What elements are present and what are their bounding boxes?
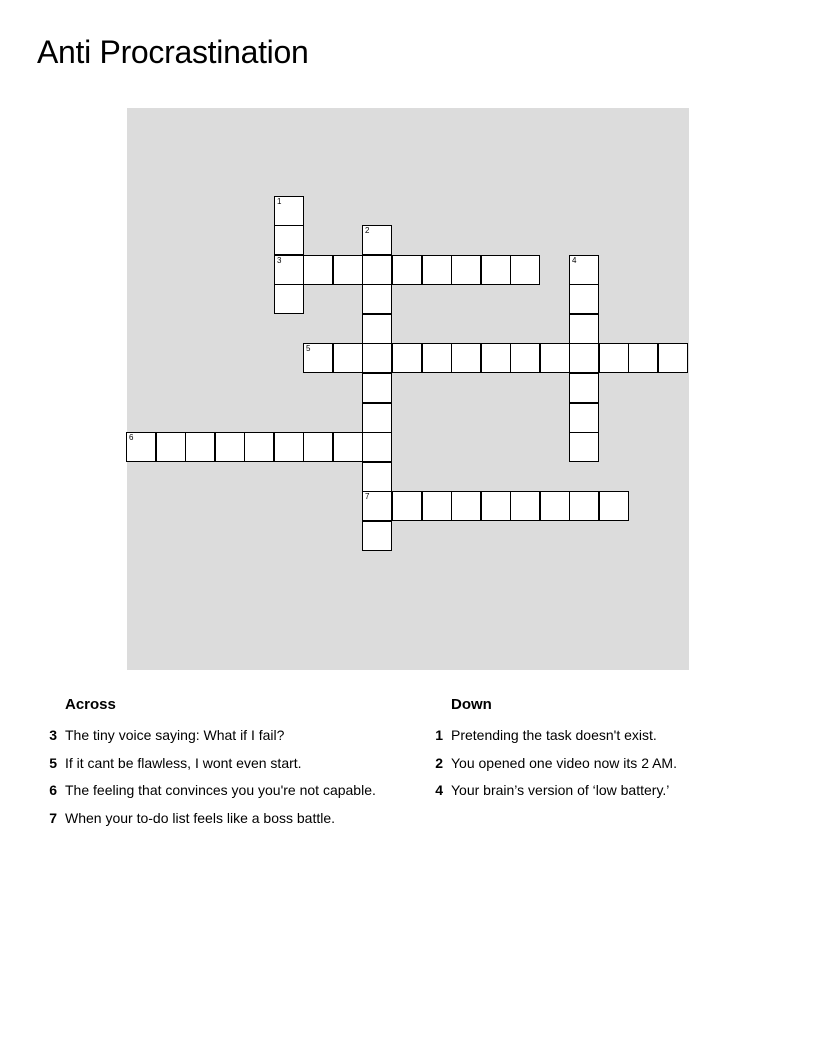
grid-cell[interactable]	[422, 491, 452, 521]
grid-cell[interactable]	[274, 255, 304, 285]
grid-cell[interactable]	[599, 491, 629, 521]
clue-number: 1	[435, 727, 443, 743]
cell-number: 6	[129, 433, 134, 442]
grid-cell[interactable]	[274, 225, 304, 255]
grid-cell[interactable]	[362, 462, 392, 492]
grid-cell[interactable]	[215, 432, 245, 462]
clue-text: Pretending the task doesn't exist.	[451, 727, 657, 743]
grid-cell[interactable]	[540, 343, 570, 373]
grid-cell[interactable]	[126, 432, 156, 462]
cell-number: 4	[572, 256, 577, 265]
grid-cell[interactable]	[392, 491, 422, 521]
grid-cell[interactable]	[244, 432, 274, 462]
clue-number: 4	[435, 782, 443, 798]
grid-cell[interactable]	[510, 255, 540, 285]
cell-number: 5	[306, 344, 311, 353]
down-heading: Down	[451, 696, 492, 713]
grid-cell[interactable]	[628, 343, 658, 373]
grid-cell[interactable]	[362, 225, 392, 255]
clue-text: When your to-do list feels like a boss battle.	[65, 810, 336, 826]
grid-cell[interactable]	[392, 343, 422, 373]
grid-cell[interactable]	[569, 255, 599, 285]
cell-number: 1	[277, 197, 282, 206]
across-heading: Across	[65, 696, 116, 713]
grid-cell[interactable]	[569, 403, 599, 433]
clue-number: 5	[49, 755, 57, 771]
grid-cell[interactable]	[333, 432, 363, 462]
grid-cell[interactable]	[303, 432, 333, 462]
puzzle-title: Anti Procrastination	[37, 34, 309, 70]
grid-cell[interactable]	[274, 196, 304, 226]
clue-text: If it cant be flawless, I wont even start.	[65, 755, 302, 771]
clue-number: 3	[49, 727, 57, 743]
grid-cell[interactable]	[362, 403, 392, 433]
cell-number: 3	[277, 256, 282, 265]
clue-text: The feeling that convinces you you're not capable.	[65, 782, 376, 798]
grid-cell[interactable]	[333, 343, 363, 373]
grid-cell[interactable]	[569, 491, 599, 521]
grid-cell[interactable]	[569, 314, 599, 344]
clue-number: 2	[435, 755, 443, 771]
grid-cell[interactable]	[156, 432, 186, 462]
grid-cell[interactable]	[510, 491, 540, 521]
grid-cell[interactable]	[451, 491, 481, 521]
grid-cell[interactable]	[303, 255, 333, 285]
grid-cell[interactable]	[274, 284, 304, 314]
grid-cell[interactable]	[362, 491, 392, 521]
grid-cell[interactable]	[333, 255, 363, 285]
grid-cell[interactable]	[303, 343, 333, 373]
cell-number: 2	[365, 226, 370, 235]
grid-cell[interactable]	[540, 491, 570, 521]
grid-cell[interactable]	[362, 343, 392, 373]
grid-cell[interactable]	[510, 343, 540, 373]
grid-cell[interactable]	[362, 255, 392, 285]
grid-cell[interactable]	[362, 314, 392, 344]
grid-cell[interactable]	[569, 284, 599, 314]
grid-cell[interactable]	[569, 432, 599, 462]
grid-cell[interactable]	[185, 432, 215, 462]
grid-cell[interactable]	[451, 255, 481, 285]
grid-cell[interactable]	[362, 432, 392, 462]
grid-cell[interactable]	[481, 343, 511, 373]
cell-number: 7	[365, 492, 370, 501]
grid-cell[interactable]	[422, 255, 452, 285]
clue-number: 7	[49, 810, 57, 826]
grid-cell[interactable]	[569, 373, 599, 403]
clue-text: Your brain’s version of ‘low battery.’	[451, 782, 670, 798]
crossword-grid	[127, 108, 689, 670]
grid-cell[interactable]	[599, 343, 629, 373]
clue-number: 6	[49, 782, 57, 798]
grid-cell[interactable]	[362, 284, 392, 314]
grid-cell[interactable]	[451, 343, 481, 373]
grid-cell[interactable]	[362, 373, 392, 403]
grid-cell[interactable]	[392, 255, 422, 285]
grid-cell[interactable]	[569, 343, 599, 373]
clue-text: The tiny voice saying: What if I fail?	[65, 727, 285, 743]
grid-cell[interactable]	[658, 343, 688, 373]
grid-cell[interactable]	[274, 432, 304, 462]
clue-text: You opened one video now its 2 AM.	[451, 755, 677, 771]
grid-cell[interactable]	[481, 491, 511, 521]
grid-cell[interactable]	[362, 521, 392, 551]
grid-cell[interactable]	[481, 255, 511, 285]
grid-cell[interactable]	[422, 343, 452, 373]
